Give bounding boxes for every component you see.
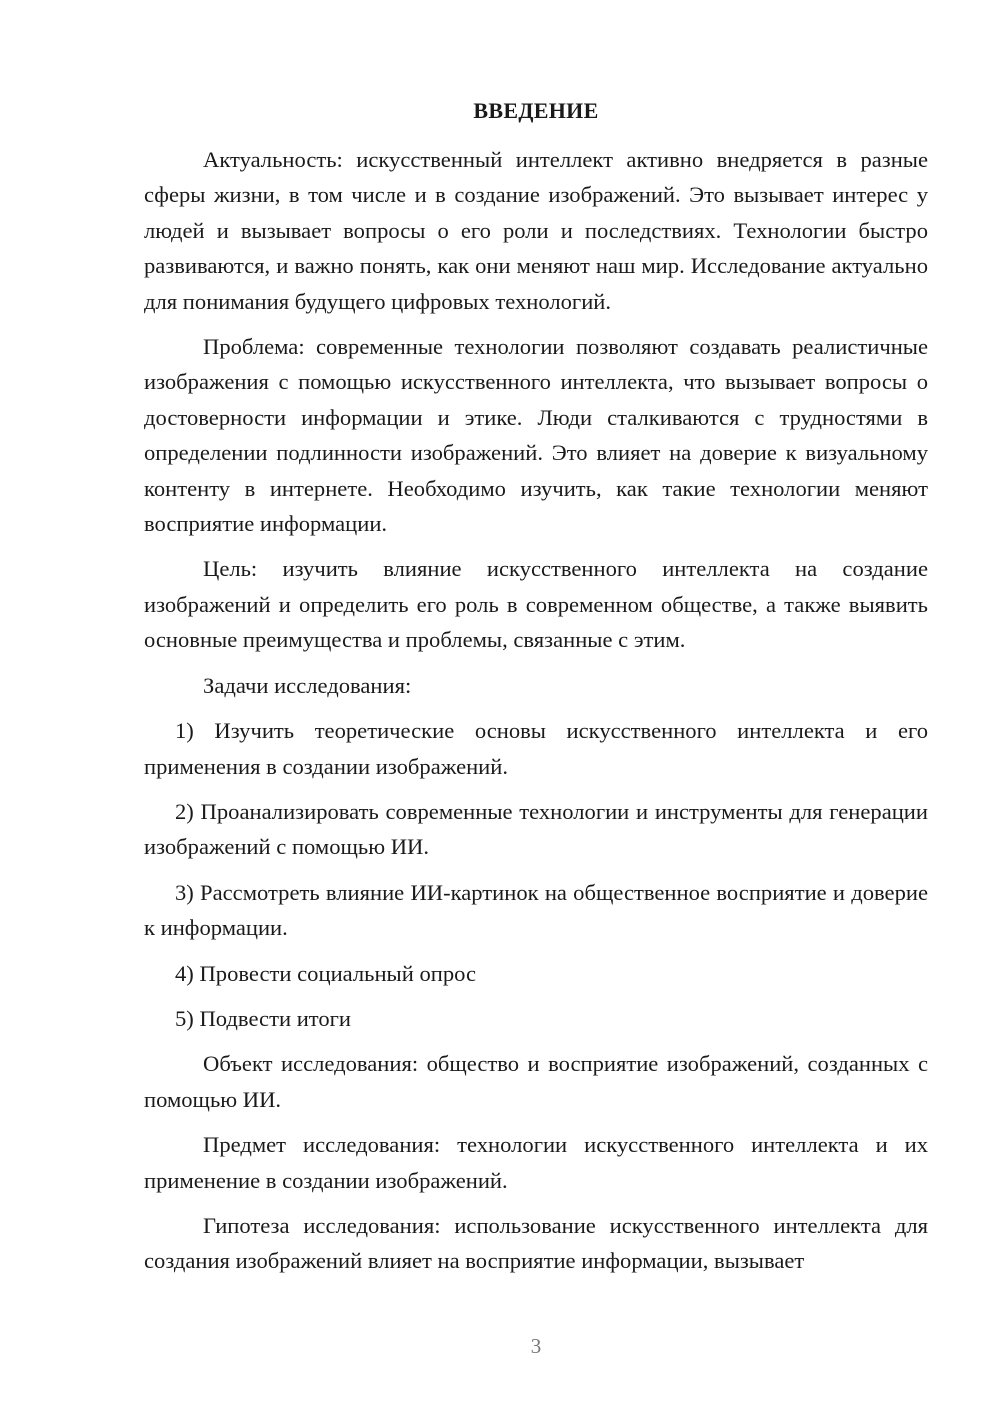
paragraph-subject: Предмет исследования: технологии искусственного интеллекта и их применение в создании изображений. bbox=[144, 1132, 928, 1193]
task-item-3: 3) Рассмотреть влияние ИИ-картинок на общественное восприятие и доверие к информации. bbox=[144, 879, 928, 941]
page-number: 3 bbox=[530, 1334, 542, 1358]
task-item-5: 5) Подвести итоги bbox=[175, 1005, 352, 1031]
task-item-4: 4) Провести социальный опрос bbox=[175, 960, 477, 986]
document-body bbox=[144, 142, 928, 1289]
paragraph-problem: Проблема: современные технологии позволяют создавать реалистичные изображения с помощью искусственного интеллекта, что вызывает вопросы о достоверности информации и этике. Люди сталкиваются с трудностями в определении подлинности изображений. Это влияет на доверие к визуальному контенту в интернете. Необходимо изучить, как такие технологии меняют восприятие информации. bbox=[144, 334, 928, 537]
paragraph-goal: Цель: изучить влияние искусственного интеллекта на создание изображений и определить его роль в современном обществе, а также выявить основные преимущества и проблемы, связанные с этим. bbox=[144, 556, 928, 653]
task-item-1: 1) Изучить теоретические основы искусственного интеллекта и его применения в создании изображений. bbox=[144, 718, 928, 779]
tasks-heading: Задачи исследования: bbox=[203, 672, 412, 698]
page-title: ВВЕДЕНИЕ bbox=[473, 98, 599, 123]
paragraph-object: Объект исследования: общество и восприятие изображений, созданных с помощью ИИ. bbox=[144, 1051, 928, 1112]
paragraph-relevance: Актуальность: искусственный интеллект активно внедряется в разные сферы жизни, в том числе и в создание изображений. Это вызывает интерес у людей и вызывает вопросы о его роли и последствиях. Технологии быстро развиваются, и важно понять, как они меняют наш мир. Исследование актуально для понимания будущего цифровых технологий. bbox=[144, 147, 928, 314]
paragraph-hypothesis: Гипотеза исследования: использование искусственного интеллекта для создания изображений влияет на восприятие информации, вызывает bbox=[144, 1212, 928, 1274]
task-item-2: 2) Проанализировать современные технологии и инструменты для генерации изображений с помощью ИИ. bbox=[144, 798, 928, 860]
